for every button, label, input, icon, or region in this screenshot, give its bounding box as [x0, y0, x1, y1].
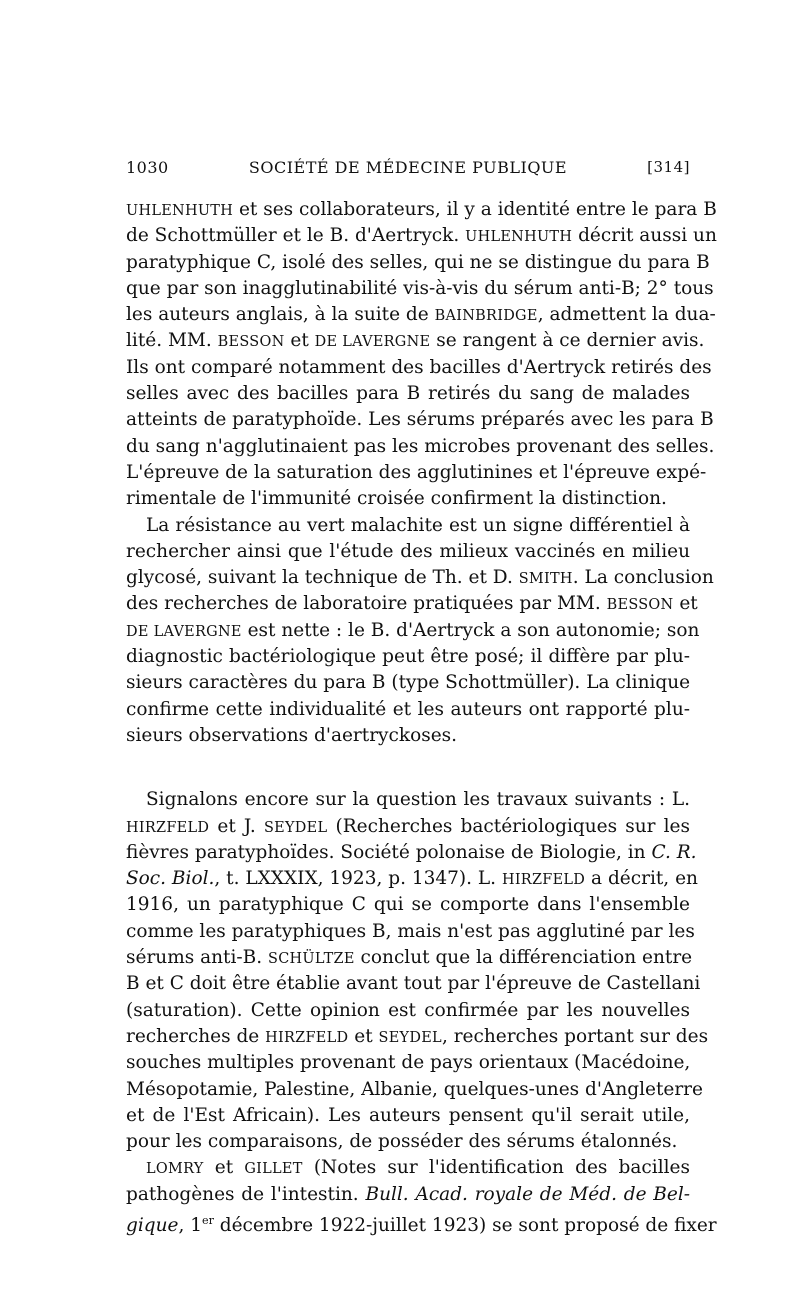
author-name: DE LAVERGNE	[314, 334, 431, 351]
running-head	[126, 158, 690, 184]
author-name: UHLENHUTH	[126, 203, 234, 219]
text-line	[126, 565, 714, 591]
text-line	[126, 591, 698, 617]
text-run: Ils ont comparé notamment des bacilles d'Aertryck retirés des	[126, 356, 712, 378]
running-title: SOCIÉTÉ DE MÉDECINE PUBLIQUE	[248, 158, 568, 177]
text-run: sieurs caractères du para B (type Schottmüller). La clinique	[126, 672, 691, 694]
text-run: , admettent la dua-	[537, 304, 716, 326]
author-name: DE LAVERGNE	[126, 623, 242, 640]
text-run: lité. MM.	[126, 330, 218, 352]
text-line	[126, 945, 693, 971]
text-run: des recherches de laboratoire pratiquées par MM.	[126, 593, 607, 615]
text-line	[126, 866, 698, 892]
text-line	[126, 618, 700, 644]
text-line	[126, 302, 716, 328]
citation-title: C. R.	[651, 841, 697, 863]
author-name: HIRZFELD	[126, 819, 210, 836]
text-run: , 1	[178, 1215, 203, 1237]
text-line	[126, 840, 697, 866]
text-line	[126, 486, 690, 512]
text-run: et	[673, 593, 698, 615]
text-run: souches multiples provenant de pays orientaux (Macédoine,	[126, 1052, 691, 1074]
text-line	[126, 998, 690, 1024]
text-run: (saturation). Cette opinion est confirmée par les nouvelles	[126, 999, 690, 1021]
text-line	[126, 723, 690, 749]
text-run: et J.	[209, 815, 264, 837]
text-run: paratyphique C, isolé des selles, qui ne se distingue du para B	[126, 251, 710, 273]
author-name: BESSON	[217, 334, 285, 351]
text-run: et	[203, 1157, 245, 1179]
text-run: diagnostic bactériologique peut être posé; il diffère par plu-	[126, 646, 690, 668]
text-line	[126, 919, 695, 945]
text-line	[126, 460, 707, 486]
text-run: les auteurs anglais, à la suite de	[126, 304, 435, 326]
text-run: pathogènes de l'intestin.	[126, 1183, 366, 1205]
text-line	[126, 971, 701, 997]
text-line	[126, 276, 714, 302]
text-run: de Schottmüller et le B. d'Aertryck.	[126, 225, 466, 247]
text-line	[126, 1182, 690, 1208]
text-line	[126, 223, 717, 249]
text-line	[126, 1103, 690, 1129]
text-line	[126, 328, 705, 354]
text-line	[126, 513, 690, 539]
text-run: 1916, un paratyphique C qui se comporte dans l'ensemble	[126, 894, 690, 916]
text-run: . La conclusion	[572, 567, 714, 589]
text-run: er	[202, 1213, 214, 1227]
text-line	[126, 197, 717, 223]
author-name: BAINBRIDGE	[434, 308, 538, 325]
text-line	[126, 381, 690, 407]
citation-title: Bull. Acad. royale de Méd. de Bel-	[365, 1183, 691, 1205]
text-run: confirme cette individualité et les auteurs ont rapporté plu-	[126, 698, 690, 720]
text-run: (Recherches bactériologiques sur les	[327, 815, 690, 837]
text-run: B et C doit être établie avant tout par l'épreuve de Castellani	[126, 973, 701, 995]
paragraph-gap	[126, 749, 690, 787]
text-run: rimentale de l'immunité croisée confirment la distinction.	[126, 488, 667, 510]
author-name: GILLET	[244, 1161, 303, 1178]
citation-title: gique	[126, 1215, 179, 1237]
text-run: La résistance au vert malachite est un signe différentiel à	[146, 514, 690, 536]
text-run: comme les paratyphiques B, mais n'est pas agglutiné par les	[126, 920, 695, 942]
text-run: et	[284, 330, 315, 352]
text-line	[126, 1077, 703, 1103]
text-run: glycosé, suivant la technique de Th. et D.	[126, 567, 519, 589]
text-line	[126, 250, 710, 276]
text-line	[126, 814, 690, 840]
text-run: et ses collaborateurs, il y a identité entre le para B	[233, 199, 717, 220]
text-line	[126, 434, 715, 460]
text-line	[126, 697, 690, 723]
text-run: , t. LXXXIX, 1923, p. 1347). L.	[214, 868, 502, 890]
bracket-number: [314]	[647, 158, 690, 176]
text-run: L'épreuve de la saturation des agglutinines et l'épreuve expé-	[126, 461, 707, 483]
text-line	[126, 787, 690, 813]
page-number: 1030	[126, 158, 169, 177]
text-run: recherches de	[126, 1025, 266, 1047]
text-run: Signalons encore sur la question les travaux suivants : L.	[146, 789, 690, 811]
author-name: SEYDEL	[378, 1029, 442, 1046]
text-run: se rangent à ce dernier avis.	[430, 330, 705, 352]
text-line	[126, 892, 690, 918]
body-text	[126, 197, 717, 1237]
author-name: HIRZFELD	[265, 1029, 349, 1046]
author-name: LOMRY	[146, 1161, 204, 1178]
text-run: rechercher ainsi que l'étude des milieux vaccinés en milieu	[126, 540, 690, 562]
author-name: SMITH	[518, 571, 573, 588]
text-run: sieurs observations d'aertryckoses.	[126, 724, 458, 746]
text-run: selles avec des bacilles para B retirés du sang de malades	[126, 383, 690, 405]
text-run: et	[348, 1025, 379, 1047]
author-name: HIRZFELD	[501, 872, 586, 889]
text-line	[126, 1129, 690, 1155]
text-run: que par son inagglutinabilité vis-à-vis du sérum anti-B; 2° tous	[126, 277, 714, 299]
text-run: a décrit, en	[585, 868, 698, 890]
text-line	[126, 644, 690, 670]
text-line	[126, 1155, 690, 1181]
text-line	[126, 355, 712, 381]
text-run: du sang n'agglutinaient pas les microbes provenant des selles.	[126, 435, 715, 457]
text-run: est nette : le B. d'Aertryck a son autonomie; son	[241, 619, 700, 641]
text-line	[126, 539, 690, 565]
text-run: décrit aussi un	[572, 225, 717, 247]
author-name: SCHÜLTZE	[268, 951, 355, 968]
text-line	[126, 1024, 709, 1050]
text-line	[126, 407, 714, 433]
text-line	[126, 1208, 717, 1237]
text-run: Mésopotamie, Palestine, Albanie, quelques-unes d'Angleterre	[126, 1078, 703, 1100]
author-name: UHLENHUTH	[465, 229, 573, 246]
text-run: atteints de paratyphoïde. Les sérums préparés avec les para B	[126, 409, 714, 431]
text-line	[126, 1050, 690, 1076]
text-line	[126, 670, 690, 696]
text-run: , recherches portant sur des	[441, 1025, 709, 1047]
text-run: pour les comparaisons, de posséder des sérums étalonnés.	[126, 1131, 678, 1153]
text-run: conclut que la différenciation entre	[354, 947, 693, 969]
citation-title: Soc. Biol.	[126, 868, 215, 890]
text-run: fièvres paratyphoïdes. Société polonaise de Biologie, in	[126, 841, 652, 863]
author-name: SEYDEL	[263, 819, 328, 836]
text-run: décembre 1922-juillet 1923) se sont proposé de fixer	[213, 1215, 717, 1237]
author-name: BESSON	[606, 597, 674, 614]
text-run: sérums anti-B.	[126, 947, 269, 969]
text-run: (Notes sur l'identification des bacilles	[302, 1157, 690, 1179]
text-run: et de l'Est Africain). Les auteurs pensent qu'il serait utile,	[126, 1104, 690, 1126]
